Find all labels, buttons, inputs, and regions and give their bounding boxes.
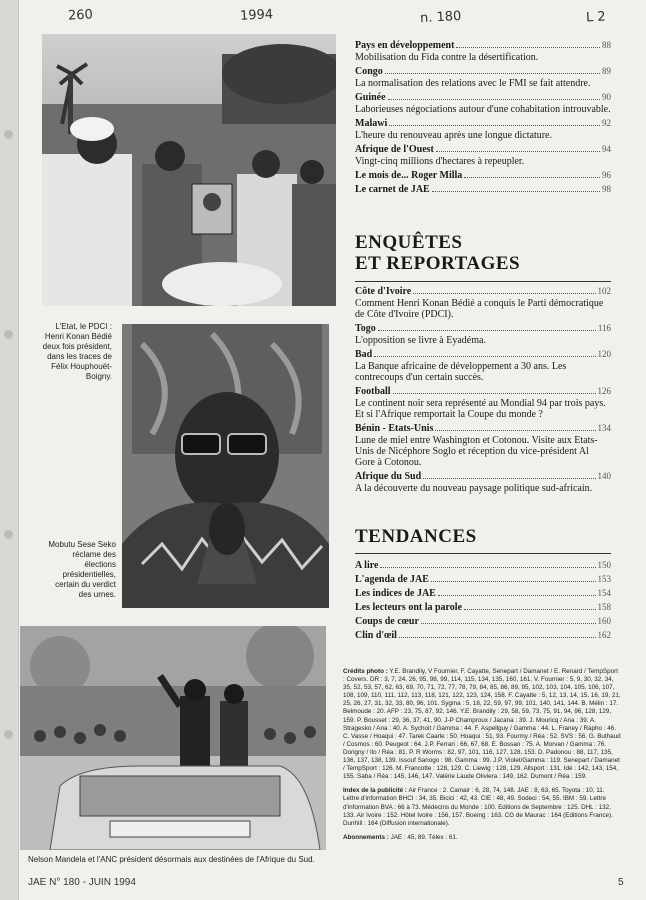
toc-entry-title: Togo: [355, 323, 376, 334]
toc-entry[interactable]: [355, 66, 611, 89]
photo-mobutu: [122, 324, 329, 608]
punch-hole: [4, 330, 13, 339]
toc-entry-desc: La Banque africaine de développement a 30 ans. Les contrecoups d'un certain succès.: [355, 361, 567, 383]
toc-entry[interactable]: [355, 184, 611, 195]
toc-entry[interactable]: [355, 170, 611, 181]
punch-hole: [4, 130, 13, 139]
toc-entry-title: A lire: [355, 560, 379, 571]
toc-entry-page: 92: [602, 118, 611, 128]
toc-entry[interactable]: [355, 118, 611, 141]
toc-entry-title: L'agenda de JAE: [355, 574, 429, 585]
toc-section-enquetes: [355, 286, 611, 497]
credits-pub: [343, 787, 621, 827]
toc-entry-page: 160: [597, 616, 611, 626]
toc-entry[interactable]: [355, 630, 611, 641]
footer-issue: JAE N° 180 - JUIN 1994: [28, 877, 136, 888]
caption-mobutu: Mobutu Sese Seko réclame des élections présidentielles, certain du verdict des urnes.: [48, 540, 116, 599]
toc-entry-page: 134: [597, 423, 611, 433]
toc-entry-title: Afrique du Sud: [355, 471, 422, 482]
section-title-tendances: TENDANCES: [355, 526, 477, 547]
toc-entry[interactable]: [355, 92, 611, 115]
toc-entry-desc: L'opposition se livre à Eyadéma.: [355, 335, 486, 346]
handwritten-note: 260: [67, 7, 94, 24]
toc-entry-desc: Vingt-cinq millions d'hectares à repeupler.: [355, 156, 525, 167]
toc-entry-title: Côte d'Ivoire: [355, 286, 412, 297]
toc-entry[interactable]: [355, 560, 611, 571]
toc-entry[interactable]: [355, 588, 611, 599]
toc-entry-page: 120: [597, 349, 611, 359]
toc-entry-title: Guinée: [355, 92, 386, 103]
toc-entry-page: 126: [597, 386, 611, 396]
toc-entry-title: Malawi: [355, 118, 388, 129]
toc-entry-title: Coups de cœur: [355, 616, 419, 627]
page-number: 5: [618, 877, 624, 888]
punch-hole: [4, 530, 13, 539]
toc-entry[interactable]: [355, 386, 611, 420]
toc-entry-desc: Le continent noir sera représenté au Mondial 94 par trois pays. Et si l'Afrique remportait la Coupe du monde ?: [355, 398, 606, 420]
toc-entry-page: 116: [597, 323, 611, 333]
section-title-enquetes-1: ENQUÊTES: [355, 232, 463, 253]
toc-entry[interactable]: [355, 574, 611, 585]
credits-photo-label: Crédits photo :: [343, 668, 388, 675]
toc-entry-title: Le mois de... Roger Milla: [355, 170, 463, 181]
toc-entry-page: 158: [597, 602, 611, 612]
toc-entry[interactable]: [355, 423, 611, 468]
toc-entry-title: Clin d'œil: [355, 630, 397, 641]
credits-pub-text: Air France : 2. Camair : 6, 28, 74, 148. JAE : 8, 63, 65. Toyota : 10, 11. Lettre d'information BHCI : 34, 35. Bicici : 42, 43. CIE : 48, 49. Sodeci : 54, 55. IBM : 59. Lettre d'information BVA : 66 à 73. Médecins du Monde : 100. Editions de Septembre : 125. DHL : 132, 133. Air Ivoire : 152. Hôtel Ivoire : 156, 157. Boeing : 163. CG de Maurac : 164 (Editions France). Dunhill : 164 (Diffusion internationale).: [343, 787, 613, 827]
toc-entry-page: 150: [597, 560, 611, 570]
caption-bedie: L'Etat, le PDCI : Henri Konan Bédié deux fois président, dans les traces de Félix Houphouët-Boigny.: [42, 322, 112, 381]
credits-abo-text: JAE : 45, 89. Télex : 61.: [390, 833, 458, 841]
toc-entry-page: 96: [602, 170, 611, 180]
toc-entry-desc: Laborieuses négociations autour d'une cohabitation introuvable.: [355, 104, 611, 115]
handwritten-mark: L 2: [585, 9, 607, 26]
section-rule: [355, 553, 611, 554]
toc-entry-title: Pays en développement: [355, 40, 455, 51]
toc-entry-title: Les lecteurs ont la parole: [355, 602, 463, 613]
toc-entry-desc: Mobilisation du Fida contre la désertification.: [355, 52, 539, 63]
punch-hole: [4, 730, 13, 739]
toc-entry[interactable]: [355, 323, 611, 346]
photo-bedie-crowd: [42, 34, 336, 306]
toc-entry-desc: L'heure du renouveau après une longue dictature.: [355, 130, 552, 141]
toc-entry[interactable]: [355, 471, 611, 494]
toc-entry-title: Afrique de l'Ouest: [355, 144, 434, 155]
toc-entry[interactable]: [355, 349, 611, 383]
toc-entry-page: 89: [602, 66, 611, 76]
toc-entry-page: 162: [597, 630, 611, 640]
toc-entry-desc: Lune de miel entre Washington et Cotonou. Visite aux Etats-Unis de Nicéphore Soglo et réception du vice-président Al Gore à Cotonou.: [355, 435, 598, 468]
credits-abo-label: Abonnements :: [343, 833, 389, 841]
toc-entry[interactable]: [355, 144, 611, 167]
toc-entry-page: 88: [602, 40, 611, 50]
toc-entry-page: 98: [602, 184, 611, 194]
toc-entry-title: Les indices de JAE: [355, 588, 436, 599]
toc-entry[interactable]: [355, 40, 611, 63]
credits-pub-label: Index de la publicité :: [343, 787, 408, 795]
toc-entry-page: 94: [602, 144, 611, 154]
toc-entry-page: 102: [597, 286, 611, 296]
toc-entry-title: Congo: [355, 66, 383, 77]
binder-margin: [0, 0, 19, 900]
toc-entry-title: Le carnet de JAE: [355, 184, 430, 195]
toc-entry[interactable]: [355, 602, 611, 613]
toc-entry[interactable]: [355, 616, 611, 627]
toc-entry-title: Football: [355, 386, 391, 397]
toc-entry-desc: Comment Henri Konan Bédié a conquis le Parti démocratique de Côte d'Ivoire (PDCI).: [355, 298, 604, 320]
toc-entry-page: 154: [597, 588, 611, 598]
toc-entry-desc: A la découverte du nouveau paysage politique sud-africain.: [355, 483, 593, 494]
credits-photo-text: Y.E. Brandily, V Fournier, F. Cayatte, Senepart / Damanet / E. Renard / TempSport : Covers. DR : 3, 7, 24, 26, 95, 98, 99, 114, 115, 134, 135, 160, 161. V. Fournier : 5, 9, 30, 32, 34, 35, 52, 53, 57, 62, 63, 69, 70, 71, 72, 77, 78, 79, 84, 85, 86, 89, 95, 102, 103, 104, 105, 106, 107, 108, 109, 110, 111, 112, 113, 118, 121, 122, 123, 124, 158. F. Cayatte : 5, 12, 13, 14, 15, 16, 19, 21, 25, 26, 27, 31, 32, 33, 80, 96, 101. Sygma : 5, 18, 22, 59, 97, 99, 101, 140, 141, 144. B. Mélin : 17. Belmoude : 20. AFP : 23, 75, 87, 92, 146. Y.E. Brandily : 29, 58, 59, 73, 75, 91, 94, 96, 128, 129, 159. P. Bousset : 29, 36, 37, 41, 90. J-P Champroux / Jacana : 39. J. Mouricq / Ana : 39. A. Stragesko / Ana : 40. A. Sychoit / Gamma : 44. F. Aspellguy / Gamma : 44. L. Franey / Rapho : 46. C. Vasse / Hoaqui : 47. Tarek Caarle : 50. Hoaqui : 51, 93. Fourmy / Réa : 52. SVS : 56. G. Buthaud / Cosmos : 60. Peugeot : 64. J.P. Ferrari : 66, 67, 68. E. Bossan : 75. A. Morvan / Gamma : 76. Dorigny / Ilo / Réa : 81. P. R Worms : 82, 97, 101, 116, 127, 128, 153. D. Padonou : 88, 117, 135, 136, 137, 138, 139. Issouf Sanogo : 98. Gamma : 99. J.P. Violet/Gamma : 119. Senepart / Damanet / TempSport : 126. M. Francotte : 128, 129. C. Liewig : 128, 129. Allsport : 131. Idé : 142, 143, 154, 155. Saba / Réa : 145, 146, 147. Valérie Laude Oliviera : 149, 162. Dumont / Réa : 159.: [343, 668, 621, 781]
handwritten-year: 1994: [239, 7, 274, 24]
section-rule: [355, 281, 611, 282]
toc-entry-page: 153: [597, 574, 611, 584]
toc-entry-title: Bénin - Etats-Unis: [355, 423, 434, 434]
caption-mandela: Nelson Mandela et l'ANC président désormais aux destinées de l'Afrique du Sud.: [28, 855, 315, 864]
toc-entry-page: 90: [602, 92, 611, 102]
toc-entry-desc: La normalisation des relations avec le FMI se fait attendre.: [355, 78, 591, 89]
credits-photo: [343, 668, 621, 781]
credits-abo: [343, 834, 621, 842]
toc-section-tendances: [355, 560, 611, 644]
handwritten-issue: n. 180: [419, 8, 462, 27]
section-title-enquetes-2: ET REPORTAGES: [355, 253, 521, 274]
toc-entry-page: 140: [597, 471, 611, 481]
credits-block: [343, 668, 621, 842]
toc-entry[interactable]: [355, 286, 611, 320]
toc-entry-title: Bad: [355, 349, 373, 360]
toc-section-news: [355, 40, 611, 195]
photo-mandela: [20, 626, 326, 850]
